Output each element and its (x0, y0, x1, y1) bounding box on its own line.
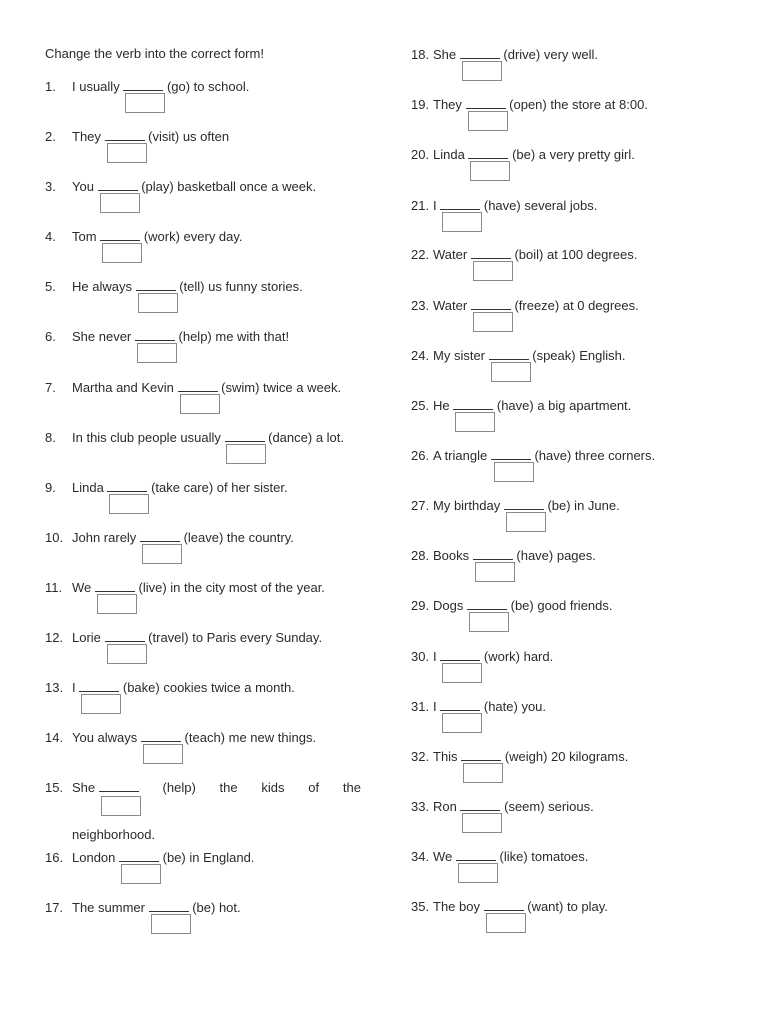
answer-blank-line (141, 730, 181, 742)
answer-input-box[interactable] (125, 93, 165, 113)
answer-blank-line (468, 147, 508, 159)
item-number: 35. (411, 899, 430, 914)
sentence (72, 530, 294, 545)
verb-hint: (work) every day. (143, 229, 243, 244)
sentence-word: kids (261, 780, 285, 795)
verb-hint: (travel) to Paris every Sunday. (148, 630, 323, 645)
sentence-start: They (72, 129, 101, 144)
answer-blank-line (491, 448, 531, 460)
sentence (433, 849, 588, 864)
answer-blank-line (489, 348, 529, 360)
sentence-start: John rarely (72, 530, 137, 545)
sentence-start: He always (72, 279, 132, 294)
answer-input-box[interactable] (97, 594, 137, 614)
sentence-start: I (433, 649, 437, 664)
item-number: 32. (411, 749, 430, 764)
sentence-lead (72, 780, 139, 795)
item-number: 33. (411, 799, 430, 814)
verb-hint: (work) hard. (483, 649, 554, 664)
sentence (433, 298, 639, 313)
sentence (72, 129, 229, 144)
verb-hint: (visit) us often (148, 129, 230, 144)
sentence (433, 548, 596, 563)
sentence (72, 380, 341, 395)
item-number: 26. (411, 448, 430, 463)
sentence-start: We (72, 580, 92, 595)
item-number: 2. (45, 129, 56, 144)
answer-blank-line (440, 649, 480, 661)
sentence-start: He (433, 398, 450, 413)
item-number: 29. (411, 598, 430, 613)
answer-blank-line (140, 530, 180, 542)
sentence (433, 899, 608, 914)
sentence-start: I (433, 198, 437, 213)
answer-input-box[interactable] (137, 343, 177, 363)
verb-hint: (open) the store at 8:00. (509, 97, 648, 112)
sentence-start: In this club people usually (72, 430, 221, 445)
answer-input-box[interactable] (473, 312, 513, 332)
answer-input-box[interactable] (101, 796, 141, 816)
sentence (433, 398, 631, 413)
sentence-continuation: neighborhood. (72, 827, 156, 842)
sentence (433, 47, 598, 62)
answer-blank-line (456, 849, 496, 861)
sentence-start: Water (433, 298, 468, 313)
sentence (433, 247, 637, 262)
item-number: 21. (411, 198, 430, 213)
sentence-start: Books (433, 548, 470, 563)
sentence (72, 329, 289, 344)
answer-input-box[interactable] (442, 212, 482, 232)
sentence (433, 749, 628, 764)
answer-input-box[interactable] (463, 763, 503, 783)
sentence (72, 79, 249, 94)
answer-input-box[interactable] (100, 193, 140, 213)
answer-blank-line (471, 247, 511, 259)
verb-hint: (bake) cookies twice a month. (122, 680, 295, 695)
verb-hint: (have) three corners. (534, 448, 656, 463)
answer-blank-line (225, 430, 265, 442)
answer-input-box[interactable] (151, 914, 191, 934)
sentence-word: of (308, 780, 320, 795)
verb-hint: (be) in June. (547, 498, 620, 513)
sentence (72, 680, 295, 695)
answer-blank-line (460, 47, 500, 59)
answer-blank-line (473, 548, 513, 560)
answer-blank-line (100, 229, 140, 241)
verb-hint: (be) good friends. (510, 598, 613, 613)
sentence-start: London (72, 850, 116, 865)
item-number: 13. (45, 680, 64, 695)
sentence-start: Lorie (72, 630, 101, 645)
answer-blank-line (453, 398, 493, 410)
item-number: 34. (411, 849, 430, 864)
item-number: 17. (45, 900, 64, 915)
sentence-start: We (433, 849, 453, 864)
sentence-start: Martha and Kevin (72, 380, 174, 395)
sentence-start: I (72, 680, 76, 695)
item-number: 23. (411, 298, 430, 313)
answer-blank-line (105, 129, 145, 141)
verb-hint: (dance) a lot. (268, 430, 344, 445)
item-number: 12. (45, 630, 64, 645)
answer-blank-line (105, 630, 145, 642)
sentence-start: This (433, 749, 458, 764)
verb-hint: (be) hot. (192, 900, 241, 915)
item-number: 18. (411, 47, 430, 62)
answer-blank-line (136, 279, 176, 291)
sentence-start: Water (433, 247, 468, 262)
answer-input-box[interactable] (462, 61, 502, 81)
answer-blank-line (484, 899, 524, 911)
sentence-start: Dogs (433, 598, 464, 613)
item-number: 16. (45, 850, 64, 865)
sentence (72, 480, 288, 495)
answer-input-box[interactable] (107, 644, 147, 664)
item-number: 8. (45, 430, 56, 445)
item-number: 5. (45, 279, 56, 294)
answer-input-box[interactable] (180, 394, 220, 414)
answer-input-box[interactable] (473, 261, 513, 281)
verb-hint: (be) in England. (162, 850, 255, 865)
item-number: 28. (411, 548, 430, 563)
instructions-heading: Change the verb into the correct form! (45, 46, 264, 61)
answer-input-box[interactable] (109, 494, 149, 514)
answer-input-box[interactable] (506, 512, 546, 532)
sentence-word: the (342, 780, 361, 795)
item-number: 11. (45, 580, 63, 595)
verb-hint: (hate) you. (483, 699, 547, 714)
sentence (433, 498, 620, 513)
verb-hint: (have) a big apartment. (496, 398, 632, 413)
answer-input-box[interactable] (475, 562, 515, 582)
sentence-start: Tom (72, 229, 97, 244)
sentence (72, 630, 322, 645)
item-number: 30. (411, 649, 430, 664)
sentence-start: The boy (433, 899, 480, 914)
item-number: 10. (45, 530, 64, 545)
answer-blank-line (466, 97, 506, 109)
sentence (72, 229, 243, 244)
item-number: 1. (45, 79, 56, 94)
sentence-start: You (72, 179, 94, 194)
sentence-start: She (433, 47, 457, 62)
sentence (72, 580, 325, 595)
verb-hint: (like) tomatoes. (499, 849, 589, 864)
verb-hint: (swim) twice a week. (221, 380, 342, 395)
verb-hint: (have) pages. (516, 548, 596, 563)
sentence-start: I (433, 699, 437, 714)
answer-blank-line (467, 598, 507, 610)
sentence-word: the (219, 780, 238, 795)
verb-hint: (seem) serious. (504, 799, 594, 814)
sentence (433, 198, 597, 213)
verb-hint: (leave) the country. (183, 530, 294, 545)
verb-hint: (help) me with that! (178, 329, 290, 344)
answer-blank-line (471, 298, 511, 310)
answer-input-box[interactable] (81, 694, 121, 714)
answer-blank-line (95, 580, 135, 592)
answer-input-box[interactable] (143, 744, 183, 764)
item-number: 7. (45, 380, 56, 395)
verb-hint: (drive) very well. (503, 47, 599, 62)
answer-input-box[interactable] (468, 111, 508, 131)
sentence (72, 900, 241, 915)
sentence (433, 448, 655, 463)
answer-input-box[interactable] (138, 293, 178, 313)
sentence (72, 279, 303, 294)
verb-hint: (tell) us funny stories. (179, 279, 303, 294)
item-number: 27. (411, 498, 430, 513)
item-number: 9. (45, 480, 56, 495)
answer-input-box[interactable] (469, 612, 509, 632)
sentence (433, 799, 594, 814)
justified-sentence (72, 780, 361, 795)
verb-hint: (be) a very pretty girl. (512, 147, 635, 162)
verb-hint: (help) (162, 780, 196, 795)
answer-blank-line (107, 480, 147, 492)
sentence-start: Ron (433, 799, 457, 814)
sentence (433, 97, 648, 112)
sentence (433, 649, 553, 664)
answer-blank-line (98, 179, 138, 191)
sentence-start: She never (72, 329, 132, 344)
sentence (72, 730, 316, 745)
answer-input-box[interactable] (442, 713, 482, 733)
answer-input-box[interactable] (494, 462, 534, 482)
answer-blank-line (178, 380, 218, 392)
verb-hint: (go) to school. (166, 79, 250, 94)
sentence (72, 430, 344, 445)
item-number: 6. (45, 329, 56, 344)
item-number: 20. (411, 147, 430, 162)
verb-hint: (freeze) at 0 degrees. (514, 298, 639, 313)
sentence (433, 147, 635, 162)
sentence-start: Linda (433, 147, 465, 162)
sentence-start: My sister (433, 348, 485, 363)
sentence-start: The summer (72, 900, 145, 915)
answer-input-box[interactable] (442, 663, 482, 683)
item-number: 15. (45, 780, 64, 795)
sentence-start: My birthday (433, 498, 501, 513)
verb-hint: (boil) at 100 degrees. (514, 247, 638, 262)
answer-input-box[interactable] (121, 864, 161, 884)
verb-hint: (live) in the city most of the year. (138, 580, 325, 595)
answer-input-box[interactable] (486, 913, 526, 933)
sentence (433, 348, 625, 363)
verb-hint: (speak) English. (532, 348, 626, 363)
answer-input-box[interactable] (462, 813, 502, 833)
item-number: 14. (45, 730, 64, 745)
item-number: 24. (411, 348, 430, 363)
answer-input-box[interactable] (107, 143, 147, 163)
sentence (72, 850, 254, 865)
item-number: 3. (45, 179, 56, 194)
sentence-start: You always (72, 730, 138, 745)
verb-hint: (teach) me new things. (184, 730, 317, 745)
answer-blank-line (440, 699, 480, 711)
answer-blank-line (460, 799, 500, 811)
item-number: 19. (411, 97, 430, 112)
answer-input-box[interactable] (455, 412, 495, 432)
verb-hint: (want) to play. (527, 899, 608, 914)
answer-blank-line (135, 329, 175, 341)
item-number: 31. (411, 699, 430, 714)
verb-hint: (have) several jobs. (483, 198, 598, 213)
answer-input-box[interactable] (470, 161, 510, 181)
answer-blank-line (149, 900, 189, 912)
answer-input-box[interactable] (458, 863, 498, 883)
item-number: 4. (45, 229, 56, 244)
verb-hint: (weigh) 20 kilograms. (504, 749, 629, 764)
sentence (433, 598, 613, 613)
sentence-start: I usually (72, 79, 120, 94)
answer-blank-line (440, 198, 480, 210)
answer-input-box[interactable] (226, 444, 266, 464)
sentence (433, 699, 546, 714)
answer-blank-line (99, 780, 139, 792)
answer-blank-line (461, 749, 501, 761)
verb-hint: (play) basketball once a week. (141, 179, 317, 194)
answer-input-box[interactable] (102, 243, 142, 263)
sentence-start: Linda (72, 480, 104, 495)
item-number: 22. (411, 247, 430, 262)
answer-blank-line (79, 680, 119, 692)
answer-blank-line (123, 79, 163, 91)
sentence-start: She (72, 780, 96, 795)
answer-input-box[interactable] (491, 362, 531, 382)
sentence (72, 179, 316, 194)
item-number: 25. (411, 398, 430, 413)
answer-input-box[interactable] (142, 544, 182, 564)
sentence-start: They (433, 97, 462, 112)
verb-hint: (take care) of her sister. (151, 480, 288, 495)
answer-blank-line (119, 850, 159, 862)
answer-blank-line (504, 498, 544, 510)
sentence-start: A triangle (433, 448, 488, 463)
